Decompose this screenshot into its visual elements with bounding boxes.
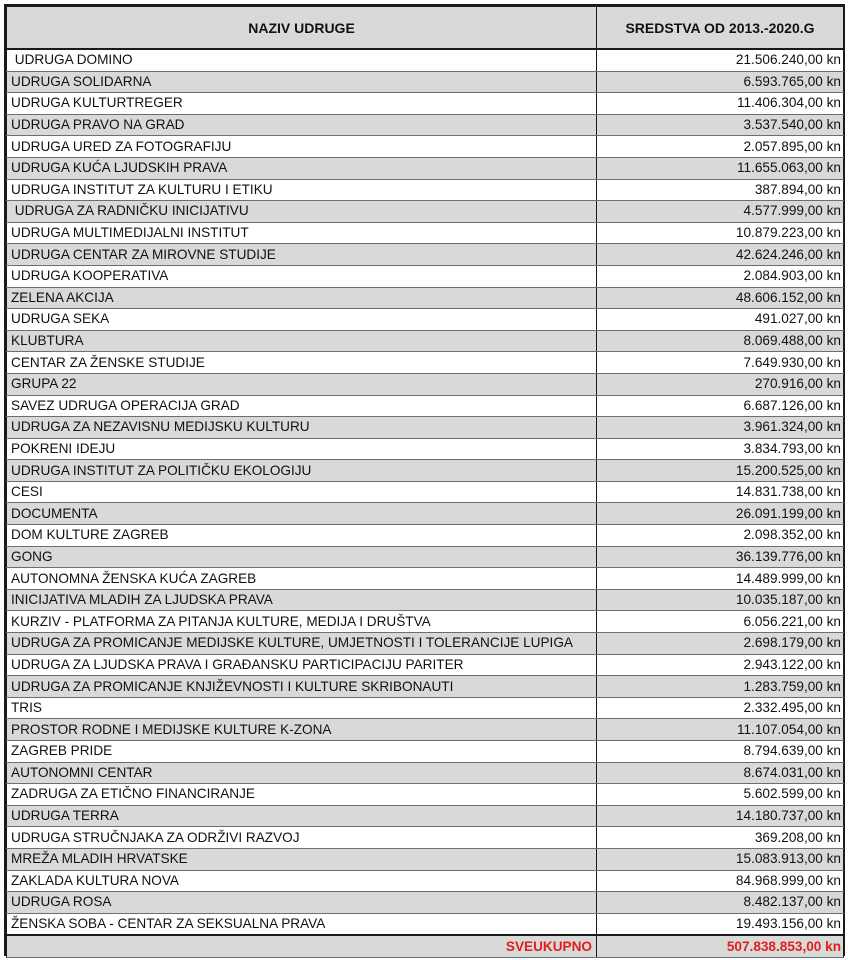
funding-amount-cell: 21.506.240,00 kn bbox=[597, 49, 844, 71]
association-name-cell: ZAGREB PRIDE bbox=[7, 741, 597, 763]
funding-amount-cell: 11.406.304,00 kn bbox=[597, 93, 844, 115]
table-row bbox=[7, 244, 844, 266]
funding-amount-cell: 8.069.488,00 kn bbox=[597, 330, 844, 352]
table-row bbox=[7, 373, 844, 395]
association-name-cell: UDRUGA INSTITUT ZA KULTURU I ETIKU bbox=[7, 179, 597, 201]
table-row bbox=[7, 870, 844, 892]
funding-amount-cell: 4.577.999,00 kn bbox=[597, 201, 844, 223]
funding-amount-cell: 5.602.599,00 kn bbox=[597, 784, 844, 806]
table-row bbox=[7, 114, 844, 136]
header-funding-amount: SREDSTVA OD 2013.-2020.G bbox=[597, 7, 844, 50]
association-name-cell: AUTONOMNI CENTAR bbox=[7, 762, 597, 784]
table-row bbox=[7, 697, 844, 719]
association-name-cell: UDRUGA SEKA bbox=[7, 309, 597, 331]
association-name-cell: ZAKLADA KULTURA NOVA bbox=[7, 870, 597, 892]
table-row bbox=[7, 762, 844, 784]
association-name-cell: KURZIV - PLATFORMA ZA PITANJA KULTURE, MEDIJA I DRUŠTVA bbox=[7, 611, 597, 633]
table-row bbox=[7, 913, 844, 935]
funding-amount-cell: 8.482.137,00 kn bbox=[597, 892, 844, 914]
funding-amount-cell: 3.961.324,00 kn bbox=[597, 417, 844, 439]
table-row bbox=[7, 179, 844, 201]
table-row bbox=[7, 546, 844, 568]
association-name-cell: UDRUGA SOLIDARNA bbox=[7, 71, 597, 93]
association-name-cell: AUTONOMNA ŽENSKA KUĆA ZAGREB bbox=[7, 568, 597, 590]
association-name-cell: POKRENI IDEJU bbox=[7, 438, 597, 460]
association-name-cell: UDRUGA CENTAR ZA MIROVNE STUDIJE bbox=[7, 244, 597, 266]
table-row bbox=[7, 352, 844, 374]
association-name-cell: GONG bbox=[7, 546, 597, 568]
association-name-cell: ZELENA AKCIJA bbox=[7, 287, 597, 309]
table-row bbox=[7, 265, 844, 287]
funding-amount-cell: 270.916,00 kn bbox=[597, 373, 844, 395]
association-name-cell: UDRUGA PRAVO NA GRAD bbox=[7, 114, 597, 136]
association-name-cell: UDRUGA ZA RADNIČKU INICIJATIVU bbox=[7, 201, 597, 223]
table-row bbox=[7, 157, 844, 179]
association-name-cell: UDRUGA URED ZA FOTOGRAFIJU bbox=[7, 136, 597, 158]
table-row bbox=[7, 827, 844, 849]
funding-amount-cell: 491.027,00 kn bbox=[597, 309, 844, 331]
association-name-cell: UDRUGA KULTURTREGER bbox=[7, 93, 597, 115]
association-name-cell: UDRUGA ZA PROMICANJE MEDIJSKE KULTURE, UMJETNOSTI I TOLERANCIJE LUPIGA bbox=[7, 633, 597, 655]
table-row bbox=[7, 676, 844, 698]
funding-amount-cell: 42.624.246,00 kn bbox=[597, 244, 844, 266]
table-row bbox=[7, 222, 844, 244]
total-row bbox=[7, 935, 844, 958]
association-name-cell: UDRUGA TERRA bbox=[7, 805, 597, 827]
association-name-cell: DOCUMENTA bbox=[7, 503, 597, 525]
funding-amount-cell: 8.674.031,00 kn bbox=[597, 762, 844, 784]
total-amount: 507.838.853,00 kn bbox=[597, 935, 844, 958]
table-row bbox=[7, 309, 844, 331]
table-row bbox=[7, 719, 844, 741]
funding-amount-cell: 15.083.913,00 kn bbox=[597, 848, 844, 870]
association-name-cell: DOM KULTURE ZAGREB bbox=[7, 525, 597, 547]
funding-amount-cell: 26.091.199,00 kn bbox=[597, 503, 844, 525]
association-name-cell: TRIS bbox=[7, 697, 597, 719]
funding-amount-cell: 2.943.122,00 kn bbox=[597, 654, 844, 676]
funding-amount-cell: 3.834.793,00 kn bbox=[597, 438, 844, 460]
funding-amount-cell: 10.879.223,00 kn bbox=[597, 222, 844, 244]
table-row bbox=[7, 136, 844, 158]
association-name-cell: UDRUGA INSTITUT ZA POLITIČKU EKOLOGIJU bbox=[7, 460, 597, 482]
association-name-cell: UDRUGA ZA NEZAVISNU MEDIJSKU KULTURU bbox=[7, 417, 597, 439]
table-row bbox=[7, 438, 844, 460]
funding-amount-cell: 10.035.187,00 kn bbox=[597, 589, 844, 611]
table-row bbox=[7, 848, 844, 870]
association-name-cell: ŽENSKA SOBA - CENTAR ZA SEKSUALNA PRAVA bbox=[7, 913, 597, 935]
association-name-cell: UDRUGA ROSA bbox=[7, 892, 597, 914]
association-name-cell: UDRUGA KUĆA LJUDSKIH PRAVA bbox=[7, 157, 597, 179]
association-name-cell: SAVEZ UDRUGA OPERACIJA GRAD bbox=[7, 395, 597, 417]
table-row bbox=[7, 330, 844, 352]
association-name-cell: UDRUGA KOOPERATIVA bbox=[7, 265, 597, 287]
table-row bbox=[7, 503, 844, 525]
funding-amount-cell: 1.283.759,00 kn bbox=[597, 676, 844, 698]
association-name-cell: UDRUGA ZA PROMICANJE KNJIŽEVNOSTI I KULTURE SKRIBONAUTI bbox=[7, 676, 597, 698]
association-name-cell: UDRUGA DOMINO bbox=[7, 49, 597, 71]
table-row bbox=[7, 892, 844, 914]
table-row bbox=[7, 654, 844, 676]
table-row bbox=[7, 611, 844, 633]
funding-amount-cell: 2.698.179,00 kn bbox=[597, 633, 844, 655]
funding-amount-cell: 2.332.495,00 kn bbox=[597, 697, 844, 719]
funding-amount-cell: 48.606.152,00 kn bbox=[597, 287, 844, 309]
table-row bbox=[7, 460, 844, 482]
funding-amount-cell: 84.968.999,00 kn bbox=[597, 870, 844, 892]
funding-amount-cell: 14.831.738,00 kn bbox=[597, 481, 844, 503]
association-name-cell: GRUPA 22 bbox=[7, 373, 597, 395]
table-row bbox=[7, 481, 844, 503]
association-name-cell: UDRUGA ZA LJUDSKA PRAVA I GRAĐANSKU PARTICIPACIJU PARITER bbox=[7, 654, 597, 676]
funding-amount-cell: 8.794.639,00 kn bbox=[597, 741, 844, 763]
table-row bbox=[7, 201, 844, 223]
funding-amount-cell: 369.208,00 kn bbox=[597, 827, 844, 849]
funding-amount-cell: 36.139.776,00 kn bbox=[597, 546, 844, 568]
table-row bbox=[7, 71, 844, 93]
funding-amount-cell: 2.084.903,00 kn bbox=[597, 265, 844, 287]
funding-amount-cell: 7.649.930,00 kn bbox=[597, 352, 844, 374]
funding-table bbox=[6, 6, 844, 958]
association-name-cell: CENTAR ZA ŽENSKE STUDIJE bbox=[7, 352, 597, 374]
funding-amount-cell: 15.200.525,00 kn bbox=[597, 460, 844, 482]
funding-amount-cell: 11.655.063,00 kn bbox=[597, 157, 844, 179]
funding-amount-cell: 19.493.156,00 kn bbox=[597, 913, 844, 935]
association-name-cell: UDRUGA STRUČNJAKA ZA ODRŽIVI RAZVOJ bbox=[7, 827, 597, 849]
funding-amount-cell: 387.894,00 kn bbox=[597, 179, 844, 201]
association-name-cell: CESI bbox=[7, 481, 597, 503]
funding-amount-cell: 11.107.054,00 kn bbox=[597, 719, 844, 741]
table-row bbox=[7, 525, 844, 547]
association-name-cell: ZADRUGA ZA ETIČNO FINANCIRANJE bbox=[7, 784, 597, 806]
table-row bbox=[7, 805, 844, 827]
table-row bbox=[7, 741, 844, 763]
table-row bbox=[7, 784, 844, 806]
table-row bbox=[7, 589, 844, 611]
association-name-cell: UDRUGA MULTIMEDIJALNI INSTITUT bbox=[7, 222, 597, 244]
funding-amount-cell: 6.056.221,00 kn bbox=[597, 611, 844, 633]
table-header-row bbox=[7, 7, 844, 50]
association-name-cell: INICIJATIVA MLADIH ZA LJUDSKA PRAVA bbox=[7, 589, 597, 611]
funding-amount-cell: 2.057.895,00 kn bbox=[597, 136, 844, 158]
funding-table-sheet bbox=[4, 4, 845, 956]
association-name-cell: PROSTOR RODNE I MEDIJSKE KULTURE K-ZONA bbox=[7, 719, 597, 741]
table-row bbox=[7, 49, 844, 71]
funding-amount-cell: 14.180.737,00 kn bbox=[597, 805, 844, 827]
table-row bbox=[7, 633, 844, 655]
table-row bbox=[7, 395, 844, 417]
funding-amount-cell: 3.537.540,00 kn bbox=[597, 114, 844, 136]
table-row bbox=[7, 287, 844, 309]
funding-amount-cell: 2.098.352,00 kn bbox=[597, 525, 844, 547]
funding-amount-cell: 6.593.765,00 kn bbox=[597, 71, 844, 93]
total-label: SVEUKUPNO bbox=[7, 935, 597, 958]
table-row bbox=[7, 93, 844, 115]
association-name-cell: KLUBTURA bbox=[7, 330, 597, 352]
table-row bbox=[7, 568, 844, 590]
header-association-name: NAZIV UDRUGE bbox=[7, 7, 597, 50]
association-name-cell: MREŽA MLADIH HRVATSKE bbox=[7, 848, 597, 870]
table-row bbox=[7, 417, 844, 439]
funding-amount-cell: 14.489.999,00 kn bbox=[597, 568, 844, 590]
funding-amount-cell: 6.687.126,00 kn bbox=[597, 395, 844, 417]
